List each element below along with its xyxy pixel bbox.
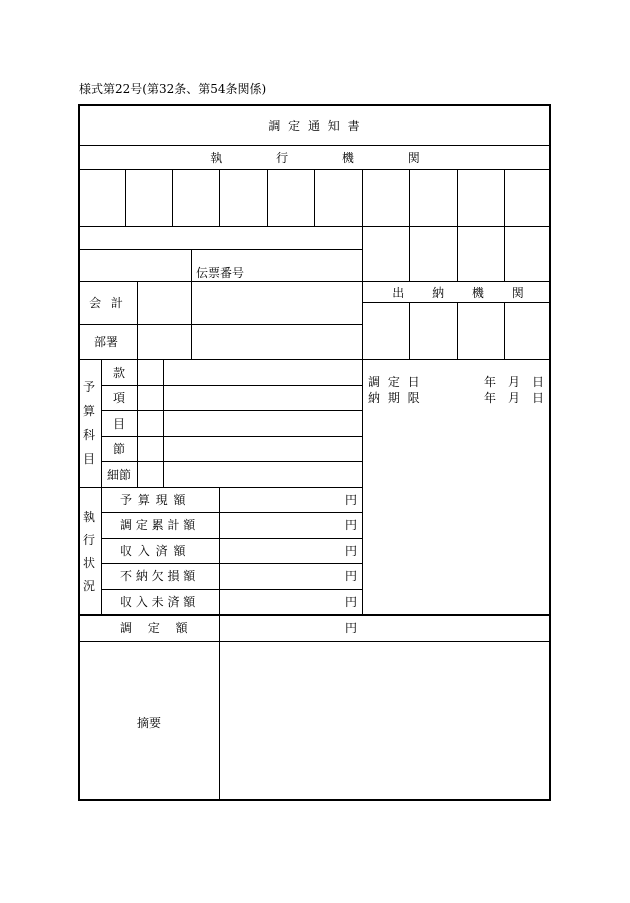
divider	[219, 169, 220, 226]
budget-item-char: 算	[82, 404, 96, 418]
form-number-caption: 様式第22号(第32条、第54条関係)	[79, 82, 267, 96]
divider	[219, 641, 220, 801]
divider	[267, 169, 268, 226]
divider	[79, 145, 551, 146]
divider	[191, 249, 192, 359]
divider	[79, 324, 362, 325]
execution-status-char: 執	[82, 510, 96, 524]
divider	[504, 302, 505, 359]
execution-row-label: 不 納 欠 損 額	[120, 569, 196, 583]
date-day: 日	[532, 375, 545, 389]
divider	[79, 249, 362, 250]
assessment-date-label: 調 定 日	[368, 375, 420, 389]
divider	[409, 169, 410, 281]
execution-row-label: 調 定 累 計 額	[120, 518, 196, 532]
remarks-label: 摘要	[136, 716, 162, 730]
execution-row-unit: 円	[345, 544, 358, 558]
divider	[163, 359, 164, 487]
divider	[125, 169, 126, 226]
budget-item-label: 項	[112, 391, 126, 405]
divider	[457, 302, 458, 359]
divider	[79, 359, 551, 360]
divider	[409, 302, 410, 359]
form-title: 調 定 通 知 書	[268, 119, 362, 133]
divider	[457, 169, 458, 281]
divider	[504, 169, 505, 281]
budget-item-label: 節	[112, 442, 126, 456]
date-year: 年	[484, 391, 497, 405]
divider	[314, 169, 315, 226]
execution-status-char: 行	[82, 533, 96, 547]
divider	[362, 169, 363, 616]
divider	[101, 589, 362, 590]
divider	[79, 641, 551, 642]
accounting-label: 会 計	[89, 296, 123, 310]
execution-row-unit: 円	[345, 569, 358, 583]
budget-item-char: 科	[82, 428, 96, 442]
due-date-label: 納 期 限	[368, 391, 420, 405]
execution-row-unit: 円	[345, 493, 358, 507]
slip-number-label: 伝票番号	[196, 266, 245, 280]
executing-agency-label: 執 行 機 関	[210, 151, 420, 165]
execution-row-unit: 円	[345, 595, 358, 609]
divider	[79, 226, 551, 227]
disbursing-agency-label: 出 納 機 関	[392, 286, 524, 300]
budget-item-char: 目	[82, 452, 96, 466]
date-year: 年	[484, 375, 497, 389]
budget-item-label: 目	[112, 417, 126, 431]
divider	[101, 359, 102, 614]
divider	[101, 410, 362, 411]
date-day: 日	[532, 391, 545, 405]
execution-row-unit: 円	[345, 518, 358, 532]
execution-status-char: 況	[82, 579, 96, 593]
divider	[101, 461, 362, 462]
divider	[101, 385, 362, 386]
divider	[172, 169, 173, 226]
divider	[101, 436, 362, 437]
execution-row-label: 収 入 済 額	[120, 544, 186, 558]
divider	[219, 487, 220, 641]
execution-status-char: 状	[82, 556, 96, 570]
date-month: 月	[508, 375, 521, 389]
divider	[101, 538, 362, 539]
budget-item-label: 細節	[106, 468, 132, 482]
budget-item-label: 款	[112, 366, 126, 380]
department-label: 部署	[93, 335, 119, 349]
divider	[101, 512, 362, 513]
divider	[79, 487, 362, 488]
divider	[101, 563, 362, 564]
execution-row-label: 予 算 現 額	[120, 493, 186, 507]
divider	[79, 169, 551, 170]
divider	[79, 281, 551, 282]
divider	[79, 614, 551, 616]
budget-item-char: 予	[82, 380, 96, 394]
divider	[137, 359, 138, 487]
execution-row-label: 収 入 未 済 額	[120, 595, 196, 609]
divider	[137, 281, 138, 359]
assessed-amount-unit: 円	[345, 621, 358, 635]
date-month: 月	[508, 391, 521, 405]
assessed-amount-label: 調 定 額	[120, 621, 188, 635]
